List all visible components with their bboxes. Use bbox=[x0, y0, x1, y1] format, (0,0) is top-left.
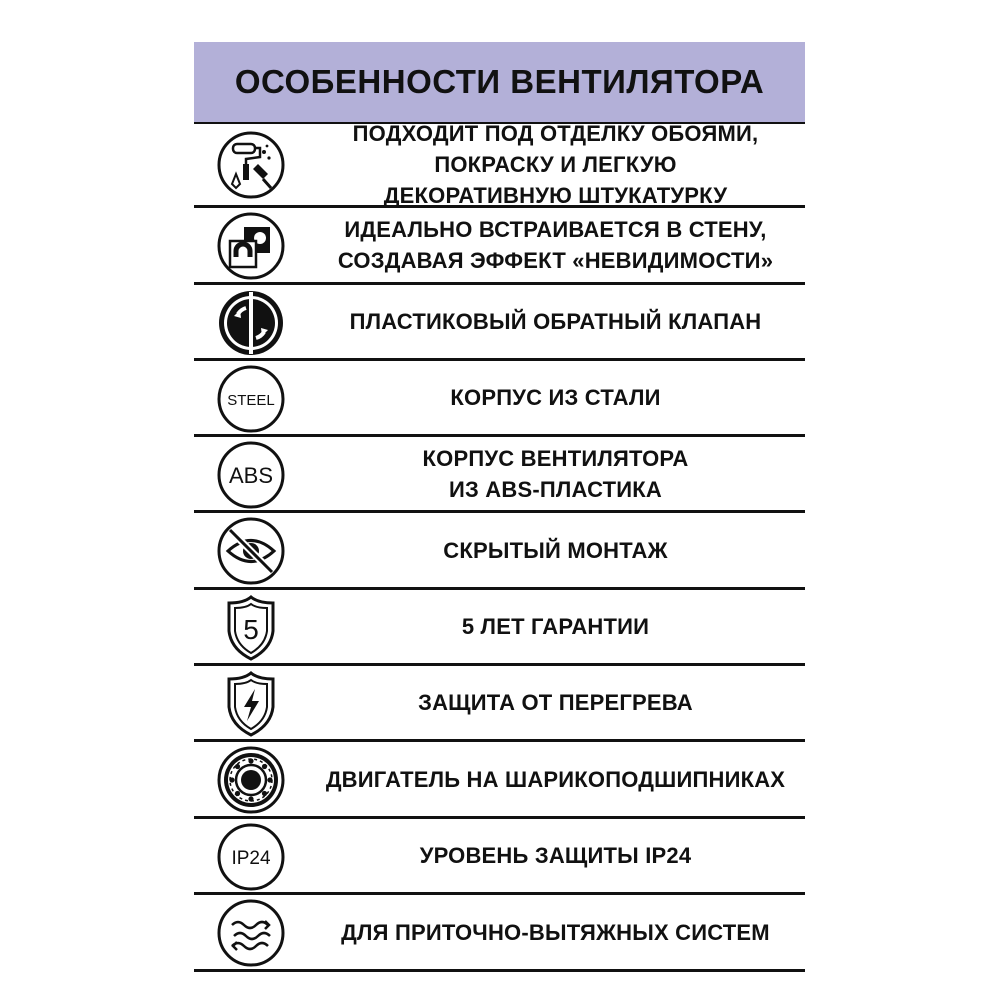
feature-line: ДЕКОРАТИВНУЮ ШТУКАТУРКУ bbox=[383, 183, 728, 208]
warranty-badge-text: 5 bbox=[243, 614, 259, 645]
feature-text bbox=[306, 361, 805, 434]
feature-text bbox=[306, 121, 805, 208]
feature-line: КОРПУС ВЕНТИЛЯТОРА bbox=[422, 445, 689, 471]
ball-bearing-icon bbox=[216, 745, 286, 815]
airflow-icon bbox=[216, 898, 286, 968]
page-title: ОСОБЕННОСТИ ВЕНТИЛЯТОРА bbox=[234, 63, 765, 100]
feature-row-abs bbox=[194, 437, 805, 513]
feature-line: ПОДХОДИТ ПОД ОТДЕЛКУ ОБОЯМИ, bbox=[352, 121, 759, 146]
warranty-shield-icon bbox=[216, 593, 286, 663]
feature-text bbox=[306, 666, 805, 739]
feature-row-overheat bbox=[194, 666, 805, 742]
feature-text bbox=[306, 819, 805, 892]
feature-text bbox=[306, 208, 805, 282]
title-banner bbox=[194, 42, 805, 124]
feature-row-hidden bbox=[194, 513, 805, 590]
feature-line: УРОВЕНЬ ЗАЩИТЫ IP24 bbox=[419, 843, 692, 868]
ip24-icon bbox=[216, 822, 286, 892]
steel-icon bbox=[216, 364, 286, 434]
feature-row-ventilation bbox=[194, 895, 805, 972]
feature-text bbox=[306, 590, 805, 663]
check-valve-icon bbox=[216, 288, 286, 358]
feature-row-wall-mount bbox=[194, 208, 805, 285]
feature-row-finishing bbox=[194, 121, 805, 208]
lightning-shield-icon bbox=[216, 669, 286, 739]
feature-text bbox=[306, 895, 805, 969]
feature-text bbox=[306, 285, 805, 358]
feature-line: ДВИГАТЕЛЬ НА ШАРИКОПОДШИПНИКАХ bbox=[325, 766, 786, 792]
feature-text bbox=[306, 437, 805, 510]
feature-row-ip24 bbox=[194, 819, 805, 895]
wall-magnet-icon bbox=[216, 211, 286, 281]
feature-line: СОЗДАВАЯ ЭФФЕКТ «НЕВИДИМОСТИ» bbox=[337, 248, 774, 273]
steel-badge-text: STEEL bbox=[227, 392, 275, 409]
feature-line: ПЛАСТИКОВЫЙ ОБРАТНЫЙ КЛАПАН bbox=[349, 309, 762, 334]
abs-badge-text: ABS bbox=[228, 463, 274, 488]
paint-tools-icon bbox=[216, 130, 286, 200]
feature-line: ИЗ ABS-ПЛАСТИКА bbox=[449, 476, 662, 502]
feature-line: ПОКРАСКУ И ЛЕГКУЮ bbox=[434, 152, 677, 177]
feature-line: КОРПУС ИЗ СТАЛИ bbox=[450, 385, 661, 410]
feature-line: ЗАЩИТА ОТ ПЕРЕГРЕВА bbox=[418, 690, 693, 715]
feature-row-steel bbox=[194, 361, 805, 437]
feature-line: ДЛЯ ПРИТОЧНО-ВЫТЯЖНЫХ СИСТЕМ bbox=[341, 919, 770, 945]
feature-text bbox=[306, 742, 805, 816]
feature-row-warranty bbox=[194, 590, 805, 666]
feature-line: 5 ЛЕТ ГАРАНТИИ bbox=[461, 614, 650, 639]
hidden-eye-icon bbox=[216, 516, 286, 586]
feature-text bbox=[306, 513, 805, 587]
ip24-badge-text: IP24 bbox=[231, 848, 271, 869]
feature-line: ИДЕАЛЬНО ВСТРАИВАЕТСЯ В СТЕНУ, bbox=[344, 217, 767, 242]
feature-line: СКРЫТЫЙ МОНТАЖ bbox=[443, 537, 668, 563]
feature-row-check-valve bbox=[194, 285, 805, 361]
feature-row-bearing bbox=[194, 742, 805, 819]
abs-icon bbox=[216, 440, 286, 510]
